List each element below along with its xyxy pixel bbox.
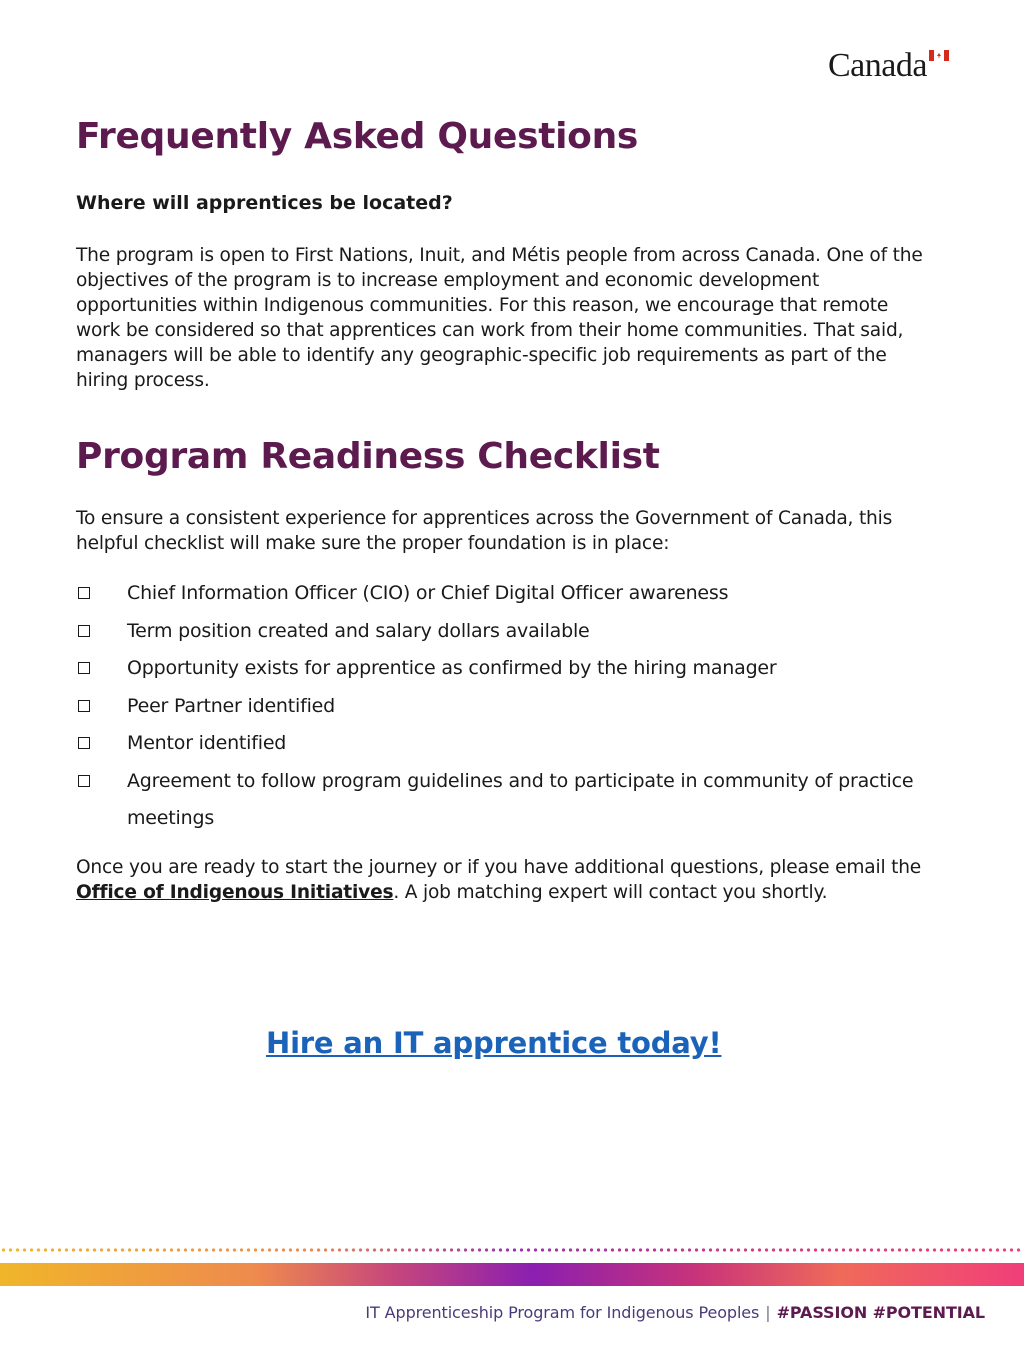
- checkbox-icon[interactable]: [78, 587, 90, 599]
- checklist-heading: Program Readiness Checklist: [76, 436, 660, 477]
- checklist-item: [76, 575, 936, 613]
- checklist-item: [76, 763, 936, 838]
- checkbox-icon[interactable]: [78, 700, 90, 712]
- closing-paragraph: [76, 855, 936, 905]
- checklist-item: [76, 725, 936, 763]
- gradient-footer-bar: [0, 1263, 1024, 1286]
- hire-apprentice-link[interactable]: Hire an IT apprentice today!: [266, 1026, 722, 1060]
- checklist-item: [76, 613, 936, 651]
- checkbox-icon[interactable]: [78, 625, 90, 637]
- checklist-item-label: Term position created and salary dollars available: [127, 619, 590, 642]
- faq-question: Where will apprentices be located?: [76, 192, 453, 214]
- footer-separator: |: [765, 1303, 771, 1322]
- checklist-item-label: Mentor identified: [127, 732, 287, 754]
- office-of-indigenous-initiatives-link[interactable]: Office of Indigenous Initiatives: [76, 882, 394, 903]
- checklist-item-label: Opportunity exists for apprentice as confirmed by the hiring manager: [127, 657, 777, 679]
- canada-wordmark: [828, 46, 952, 86]
- checkbox-icon[interactable]: [78, 775, 90, 787]
- canada-flag-icon: [929, 50, 949, 61]
- footer-program-name: IT Apprenticeship Program for Indigenous Peoples: [365, 1303, 760, 1322]
- closing-text-after: . A job matching expert will contact you shortly.: [393, 882, 828, 903]
- footer: [365, 1303, 985, 1322]
- dotted-divider: [0, 1246, 1024, 1254]
- footer-hashtags: #PASSION #POTENTIAL: [776, 1303, 985, 1322]
- faq-heading: Frequently Asked Questions: [76, 116, 639, 157]
- checklist-item: [76, 688, 936, 726]
- faq-answer: The program is open to First Nations, Inuit, and Métis people from across Canada. One of the objectives of the program is to increase employment and economic development opportunities within Indigenous communities. For this reason, we encourage that remote work be considered so that apprentices can work from their home communities. That said, managers will be able to identify any geographic-specific job requirements as part of the hiring process.: [76, 245, 923, 391]
- checklist-item-label: Chief Information Officer (CIO) or Chief Digital Officer awareness: [127, 582, 729, 604]
- checklist-item-label: Agreement to follow program guidelines and to participate in community of practice meetings: [127, 769, 914, 829]
- checklist-item-label: Peer Partner identified: [127, 694, 336, 717]
- readiness-checklist: [76, 575, 936, 838]
- closing-text-before: Once you are ready to start the journey or if you have additional questions, please email the: [76, 857, 922, 878]
- canada-wordmark-text: Canada: [828, 47, 927, 84]
- checklist-intro: To ensure a consistent experience for apprentices across the Government of Canada, this helpful checklist will make sure the proper foundation is in place:: [76, 508, 893, 554]
- checkbox-icon[interactable]: [78, 662, 90, 674]
- checkbox-icon[interactable]: [78, 737, 90, 749]
- checklist-item: [76, 650, 936, 688]
